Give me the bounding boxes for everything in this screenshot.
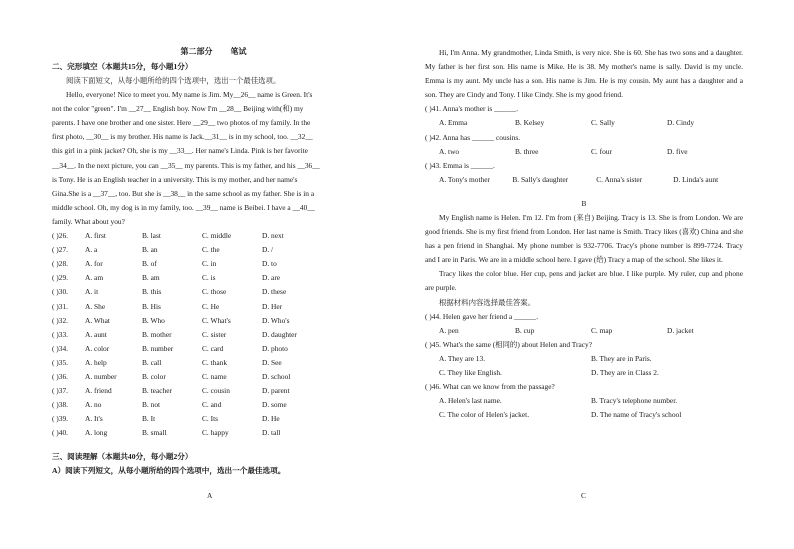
right-column [425,46,743,422]
cloze-question-row [52,356,375,370]
passage-label-a: A [207,491,213,500]
option-a[interactable]: A. a [85,245,98,255]
option-d[interactable]: D. He [262,414,280,424]
option-c[interactable]: C. map [591,325,613,335]
option-c[interactable]: C. four [591,146,612,156]
cloze-question-row [52,342,375,356]
option-b[interactable]: B. an [142,245,158,255]
left-column [52,46,375,478]
option-c[interactable]: C. and [202,400,222,410]
question-number: ( )31. [52,301,69,311]
question-number: ( )33. [52,329,69,339]
option-a[interactable]: A. Emma [439,118,468,128]
option-c[interactable]: C. What's [202,315,231,325]
option-b[interactable]: B. this [142,287,162,297]
option-d[interactable]: D. five [667,146,688,156]
option-b[interactable]: B. small [142,428,167,438]
option-b[interactable]: B. call [142,357,162,367]
cloze-question-row [52,271,375,285]
option-c[interactable]: C. thank [202,357,228,367]
question-41: ( )41. Anna's mother is ______. [425,104,519,114]
option-b[interactable]: B. three [515,146,539,156]
option-c[interactable]: C. the [202,245,220,255]
option-a[interactable]: A. Tony's mother [439,174,490,184]
question-46: ( )46. What can we know from the passage? [425,382,555,392]
passage-line: Hello, everyone! Nice to meet you. My name is Jim. My__26__ name is Green. It's [66,90,313,100]
part-name: 笔试 [230,47,247,56]
question-43-options [425,173,743,187]
option-b[interactable]: B. Sally's daughter [512,174,569,184]
option-d[interactable]: D. Cindy [667,118,695,128]
option-d[interactable]: D. tall [262,428,281,438]
option-a[interactable]: A. no [85,400,102,410]
option-d[interactable]: D. photo [262,343,288,353]
option-a[interactable]: A. for [85,259,103,269]
passage-line: family. What about you? [52,216,125,226]
option-b[interactable]: B. color [142,371,166,381]
question-45-options-row-1 [425,352,743,366]
passage-line: Gina.She is a __37__, too. But she is __38__ in the same school as my father. She is in a [52,188,315,198]
passage-line: __34__. In the next picture, you can __35__ my parents. This is my father, and his __36__ [52,160,320,170]
option-a[interactable]: A. What [85,315,110,325]
cloze-question-row [52,370,375,384]
option-c[interactable]: C. Anna's sister [596,174,643,184]
cloze-instruction: 阅读下面短文，从每小题所给的四个选项中，选出一个最佳选项。 [66,76,281,85]
option-d[interactable]: D. next [262,231,284,241]
option-b[interactable]: B. not [142,400,161,410]
part-title [52,46,375,58]
option-d[interactable]: D. The name of Tracy's school [591,410,682,420]
question-number: ( )34. [52,343,69,353]
option-a[interactable]: A. number [85,371,117,381]
passage-a: Hi, I'm Anna. My grandmother, Linda Smith, is very nice. She is 60. She has two sons and a daughter. My father is her first son. His name is Mike. He is 38. My mother's name is sally. David is my uncle. Emma is my aunt. My uncle has a son. His name is Jim. He is my cousin. My aunt has a daughter and a son. They are Cindy and Tony. I like Cindy. She is my good friend. [425,48,743,100]
passage-line: first photo, __30__ is my brother. His name is Jack.__31__ is in my school, too. __32__ [52,132,313,142]
option-a[interactable]: A. two [439,146,460,156]
question-46-options-row-2 [425,408,743,422]
option-b[interactable]: B. of [142,259,157,269]
option-b[interactable]: B. Tracy's telephone number. [591,396,678,406]
option-c[interactable]: C. cousin [202,386,230,396]
question-number: ( )28. [52,259,69,269]
option-c[interactable]: C. name [202,371,227,381]
option-a[interactable]: A. aunt [85,329,107,339]
option-b[interactable]: B. last [142,231,161,241]
question-45: ( )45. What's the same (相同的) about Helen and Tracy? [425,339,593,349]
option-a[interactable]: A. It's [85,414,103,424]
reading-instruction: A）阅读下列短文，从每小题所给的四个选项中，选出一个最佳选项。 [52,466,286,476]
option-a[interactable]: A. first [85,231,106,241]
passage-label-b: B [581,198,587,208]
passage-b-paragraph-2: Tracy likes the color blue. Her cup, pens and jacket are blue. I like purple. My ruler, cup and phone are purple. [425,269,743,293]
option-b[interactable]: B. It [142,414,156,424]
passage-b-paragraph-1: My English name is Helen. I'm 12. I'm from (来自) Beijing. Tracy is 13. She is from London. We are good friends. She is my first friend from London. Her last name is Smith. Tracy likes (喜欢) China and she has a pen friend in Shanghai. My phone number is 932-7706. Tracy's phone number is 899-7724. Tracy and I are in Paris. We are in a middle school here. I gave (给) Tracy a map of the school. She likes it. [425,212,743,265]
option-a[interactable]: A. They are 13. [439,353,486,363]
option-d[interactable]: D. jacket [667,325,694,335]
cloze-question-row [52,257,375,271]
option-a[interactable]: A. am [85,273,104,283]
option-b[interactable]: B. cup [515,325,535,335]
option-d[interactable]: D. these [262,287,287,297]
question-43: ( )43. Emma is ______. [425,160,495,170]
question-41-options [425,116,743,130]
option-b[interactable]: B. number [142,343,174,353]
question-number: ( )40. [52,428,69,438]
option-c[interactable]: C. The color of Helen's jacket. [439,410,530,420]
passage-line: middle school. Oh, my dog is in my family, too. __39__ name is Beibei. I have a __40__ [52,202,315,212]
option-a[interactable]: A. pen [439,325,459,335]
question-number: ( )37. [52,386,69,396]
option-d[interactable]: D. Who's [262,315,290,325]
cloze-question-row [52,229,375,243]
cloze-heading: 二、完形填空（本题共15分，每小题1分） [52,62,193,71]
passage-label-c: C [581,491,586,500]
option-c[interactable]: C. Sally [591,118,615,128]
option-d[interactable]: D. They are in Class 2. [591,367,659,377]
option-a[interactable]: A. Helen's last name. [439,396,502,406]
passage-line: this girl in a pink jacket? Oh, she is my __33__. Her name's Linda. Pink is her favorite [52,146,308,156]
option-a[interactable]: A. help [85,357,107,367]
question-number: ( )39. [52,414,69,424]
option-a[interactable]: A. it [85,287,99,297]
option-c[interactable]: C. is [202,273,216,283]
cloze-question-row [52,398,375,412]
reading-heading: 三、阅读理解（本题共40分，每小题2分） [52,452,193,462]
option-d[interactable]: D. school [262,371,291,381]
question-number: ( )38. [52,400,69,410]
option-c[interactable]: C. card [202,343,224,353]
option-c[interactable]: C. sister [202,329,227,339]
question-number: ( )27. [52,245,69,255]
option-d[interactable]: D. parent [262,386,290,396]
cloze-question-row [52,300,375,314]
passage-b-instruction: 根据材料内容选择最佳答案。 [439,297,536,307]
option-d[interactable]: D. Her [262,301,283,311]
option-a[interactable]: A. She [85,301,106,311]
option-c[interactable]: C. They like English. [439,367,502,377]
cloze-passage [52,88,375,229]
question-number: ( )26. [52,231,69,241]
option-b[interactable]: B. Who [142,315,165,325]
question-number: ( )35. [52,357,69,367]
cloze-question-row [52,328,375,342]
option-d[interactable]: D. See [262,357,282,367]
question-42: ( )42. Anna has ______ cousins. [425,132,521,142]
option-b[interactable]: B. His [142,301,161,311]
option-a[interactable]: A. long [85,428,108,438]
question-number: ( )32. [52,315,69,325]
option-c[interactable]: C. those [202,287,227,297]
cloze-question-list [52,229,375,440]
part-label: 第二部分 [180,47,213,56]
question-number: ( )30. [52,287,69,297]
question-45-options-row-2 [425,366,743,380]
cloze-question-row [52,314,375,328]
cloze-question-row [52,243,375,257]
question-42-options [425,145,743,159]
question-44-options [425,324,743,338]
option-d[interactable]: D. some [262,400,287,410]
option-c[interactable]: C. He [202,301,220,311]
cloze-question-row [52,426,375,440]
passage-line: parents. I have one brother and one sister. Here __29__ two photos of my family. In the [52,118,311,128]
question-46-options-row-1 [425,394,743,408]
option-a[interactable]: A. friend [85,386,112,396]
passage-line: is Tony. He is an English teacher in a university. This is my mother, and her name's [52,174,298,184]
option-b[interactable]: B. teacher [142,386,172,396]
cloze-question-row [52,412,375,426]
option-b[interactable]: B. Kelsey [515,118,545,128]
option-d[interactable]: D. / [262,245,274,255]
option-d[interactable]: D. to [262,259,277,269]
option-d[interactable]: D. Linda's aunt [673,174,719,184]
option-c[interactable]: C. middle [202,231,232,241]
question-number: ( )36. [52,371,69,381]
option-b[interactable]: B. They are in Paris. [591,353,652,363]
passage-line: not the color "green". I'm __27__ English boy. Now I'm __28__ Beijing with(和) my [52,104,304,114]
question-44: ( )44. Helen gave her friend a ______. [425,311,539,321]
question-number: ( )29. [52,273,69,283]
option-c[interactable]: C. Its [202,414,219,424]
option-c[interactable]: C. in [202,259,217,269]
option-d[interactable]: D. are [262,273,281,283]
option-a[interactable]: A. color [85,343,110,353]
cloze-question-row [52,285,375,299]
option-b[interactable]: B. am [142,273,160,283]
cloze-question-row [52,384,375,398]
option-d[interactable]: D. daughter [262,329,297,339]
option-b[interactable]: B. mother [142,329,172,339]
option-c[interactable]: C. happy [202,428,229,438]
